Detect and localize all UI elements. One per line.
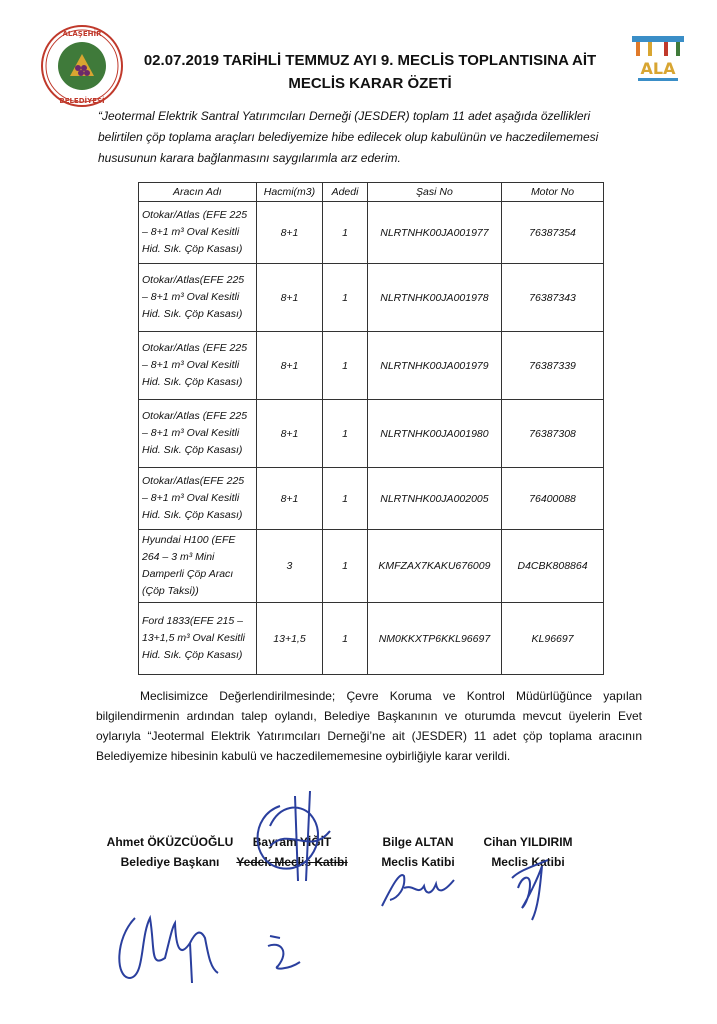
signatory-role: Meclis Katibi — [491, 855, 565, 869]
handwritten-mark — [260, 926, 310, 976]
chassis-number-cell: NLRTNHK00JA001979 — [367, 332, 501, 400]
table-row — [139, 468, 604, 530]
count-cell: 1 — [323, 603, 368, 675]
intro-line: “Jeotermal Elektrik Santral Yatırımcıları Derneği (JESDER) toplam 11 adet aşağıda özellikleri — [98, 109, 591, 123]
vehicle-name-cell: Otokar/Atlas (EFE 225 – 8+1 m³ Oval Kesitli Hid. Sık. Çöp Kasası) — [139, 202, 257, 264]
count-cell: 1 — [323, 332, 368, 400]
chassis-number-cell: KMFZAX7KAKU676009 — [367, 530, 501, 603]
handwritten-signature-cihan — [508, 848, 552, 924]
volume-cell: 8+1 — [256, 468, 323, 530]
column-header-volume: Hacmi(m3) — [256, 183, 323, 202]
motor-number-cell: 76387343 — [502, 264, 604, 332]
svg-text:ALA: ALA — [640, 59, 676, 78]
table-row — [139, 400, 604, 468]
volume-cell: 8+1 — [256, 264, 323, 332]
vehicle-name-cell: Otokar/Atlas (EFE 225 – 8+1 m³ Oval Kesitli Hid. Sık. Çöp Kasası) — [139, 400, 257, 468]
decision-paragraph — [96, 686, 642, 766]
signatory-name: Bayram YİĞİT — [252, 835, 332, 849]
chassis-number-cell: NLRTNHK00JA002005 — [367, 468, 501, 530]
chassis-number-cell: NLRTNHK00JA001977 — [367, 202, 501, 264]
handwritten-signature-bayram — [240, 786, 340, 886]
count-cell: 1 — [323, 264, 368, 332]
volume-cell: 8+1 — [256, 202, 323, 264]
document-title: 02.07.2019 TARİHLİ TEMMUZ AYI 9. MECLİS TOPLANTISINA AİT — [143, 52, 597, 69]
handwritten-signature-bilge — [378, 866, 458, 910]
volume-cell: 13+1,5 — [256, 603, 323, 675]
signatory-name: Ahmet ÖKÜZCÜOĞLU — [106, 835, 234, 849]
vehicle-name-cell: Otokar/Atlas(EFE 225 – 8+1 m³ Oval Kesitli Hid. Sık. Çöp Kasası) — [139, 264, 257, 332]
signatory-name: Bilge ALTAN — [382, 835, 454, 849]
document-subtitle: MECLİS KARAR ÖZETİ — [288, 75, 452, 92]
count-cell: 1 — [323, 530, 368, 603]
intro-line: hususunun karara bağlanmasını saygılarımla arz ederim. — [98, 151, 401, 165]
decision-line: bilgilendirmenin ardından talep oylandı, Belediye Başkanının ve oturumda mevcut üyelerin Evet — [96, 709, 642, 723]
motor-number-cell: D4CBK808864 — [502, 530, 604, 603]
table-row — [139, 530, 604, 603]
motor-number-cell: 76400088 — [502, 468, 604, 530]
vehicle-name-cell: Otokar/Atlas(EFE 225 – 8+1 m³ Oval Kesitli Hid. Sık. Çöp Kasası) — [139, 468, 257, 530]
motor-number-cell: 76387308 — [502, 400, 604, 468]
table-row — [139, 202, 604, 264]
signatory-role: Yedek Meclis Katibi — [236, 855, 348, 869]
column-header-name: Aracın Adı — [139, 183, 257, 202]
vehicle-name-cell: Hyundai H100 (EFE 264 – 3 m³ Mini Damperli Çöp Aracı (Çöp Taksi)) — [139, 530, 257, 603]
volume-cell: 3 — [256, 530, 323, 603]
chassis-number-cell: NM0KKXTP6KKL96697 — [367, 603, 501, 675]
table-row — [139, 332, 604, 400]
handwritten-signature-ahmet — [110, 898, 230, 988]
intro-paragraph — [98, 106, 646, 169]
count-cell: 1 — [323, 468, 368, 530]
vehicle-name-cell: Ford 1833(EFE 215 – 13+1,5 m³ Oval Kesitli Hid. Sık. Çöp Kasası) — [139, 603, 257, 675]
vehicle-name-cell: Otokar/Atlas (EFE 225 – 8+1 m³ Oval Kesitli Hid. Sık. Çöp Kasası) — [139, 332, 257, 400]
volume-cell: 8+1 — [256, 332, 323, 400]
vehicle-table — [138, 182, 604, 675]
signatory-name: Cihan YILDIRIM — [483, 835, 573, 849]
volume-cell: 8+1 — [256, 400, 323, 468]
column-header-count: Adedi — [323, 183, 368, 202]
chassis-number-cell: NLRTNHK00JA001978 — [367, 264, 501, 332]
svg-text:ALAŞEHİR: ALAŞEHİR — [62, 30, 102, 38]
count-cell: 1 — [323, 400, 368, 468]
signatory-role: Meclis Katibi — [381, 855, 455, 869]
column-header-motor: Motor No — [502, 183, 604, 202]
svg-text:BELEDİYESİ: BELEDİYESİ — [59, 97, 105, 105]
table-header-row — [139, 183, 604, 202]
motor-number-cell: KL96697 — [502, 603, 604, 675]
intro-line: belirtilen çöp toplama araçları belediyemize hibe edilecek olup kabulünün ve haczedilememesi — [98, 130, 599, 144]
signature-block-mayor — [100, 832, 240, 872]
ala-brand-logo — [628, 32, 688, 84]
table-row — [139, 264, 604, 332]
motor-number-cell: 76387354 — [502, 202, 604, 264]
chassis-number-cell: NLRTNHK00JA001980 — [367, 400, 501, 468]
signatory-role: Belediye Başkanı — [120, 855, 220, 869]
motor-number-cell: 76387339 — [502, 332, 604, 400]
decision-line: Belediyemize hibesinin kabulü ve haczedilememesine oybirliğiyle karar verildi. — [96, 749, 511, 763]
count-cell: 1 — [323, 202, 368, 264]
decision-line: oylarıyla “Jeotermal Elektrik Yatırımcıları Derneği’ne ait (JESDER) 11 adet çöp toplama aracının — [96, 729, 642, 743]
table-row — [139, 603, 604, 675]
decision-line: Meclisimizce Değerlendirilmesinde; Çevre Koruma ve Kontrol Müdürlüğünce yapılan — [140, 689, 642, 703]
municipality-seal-logo — [40, 24, 124, 108]
column-header-chassis: Şasi No — [367, 183, 501, 202]
